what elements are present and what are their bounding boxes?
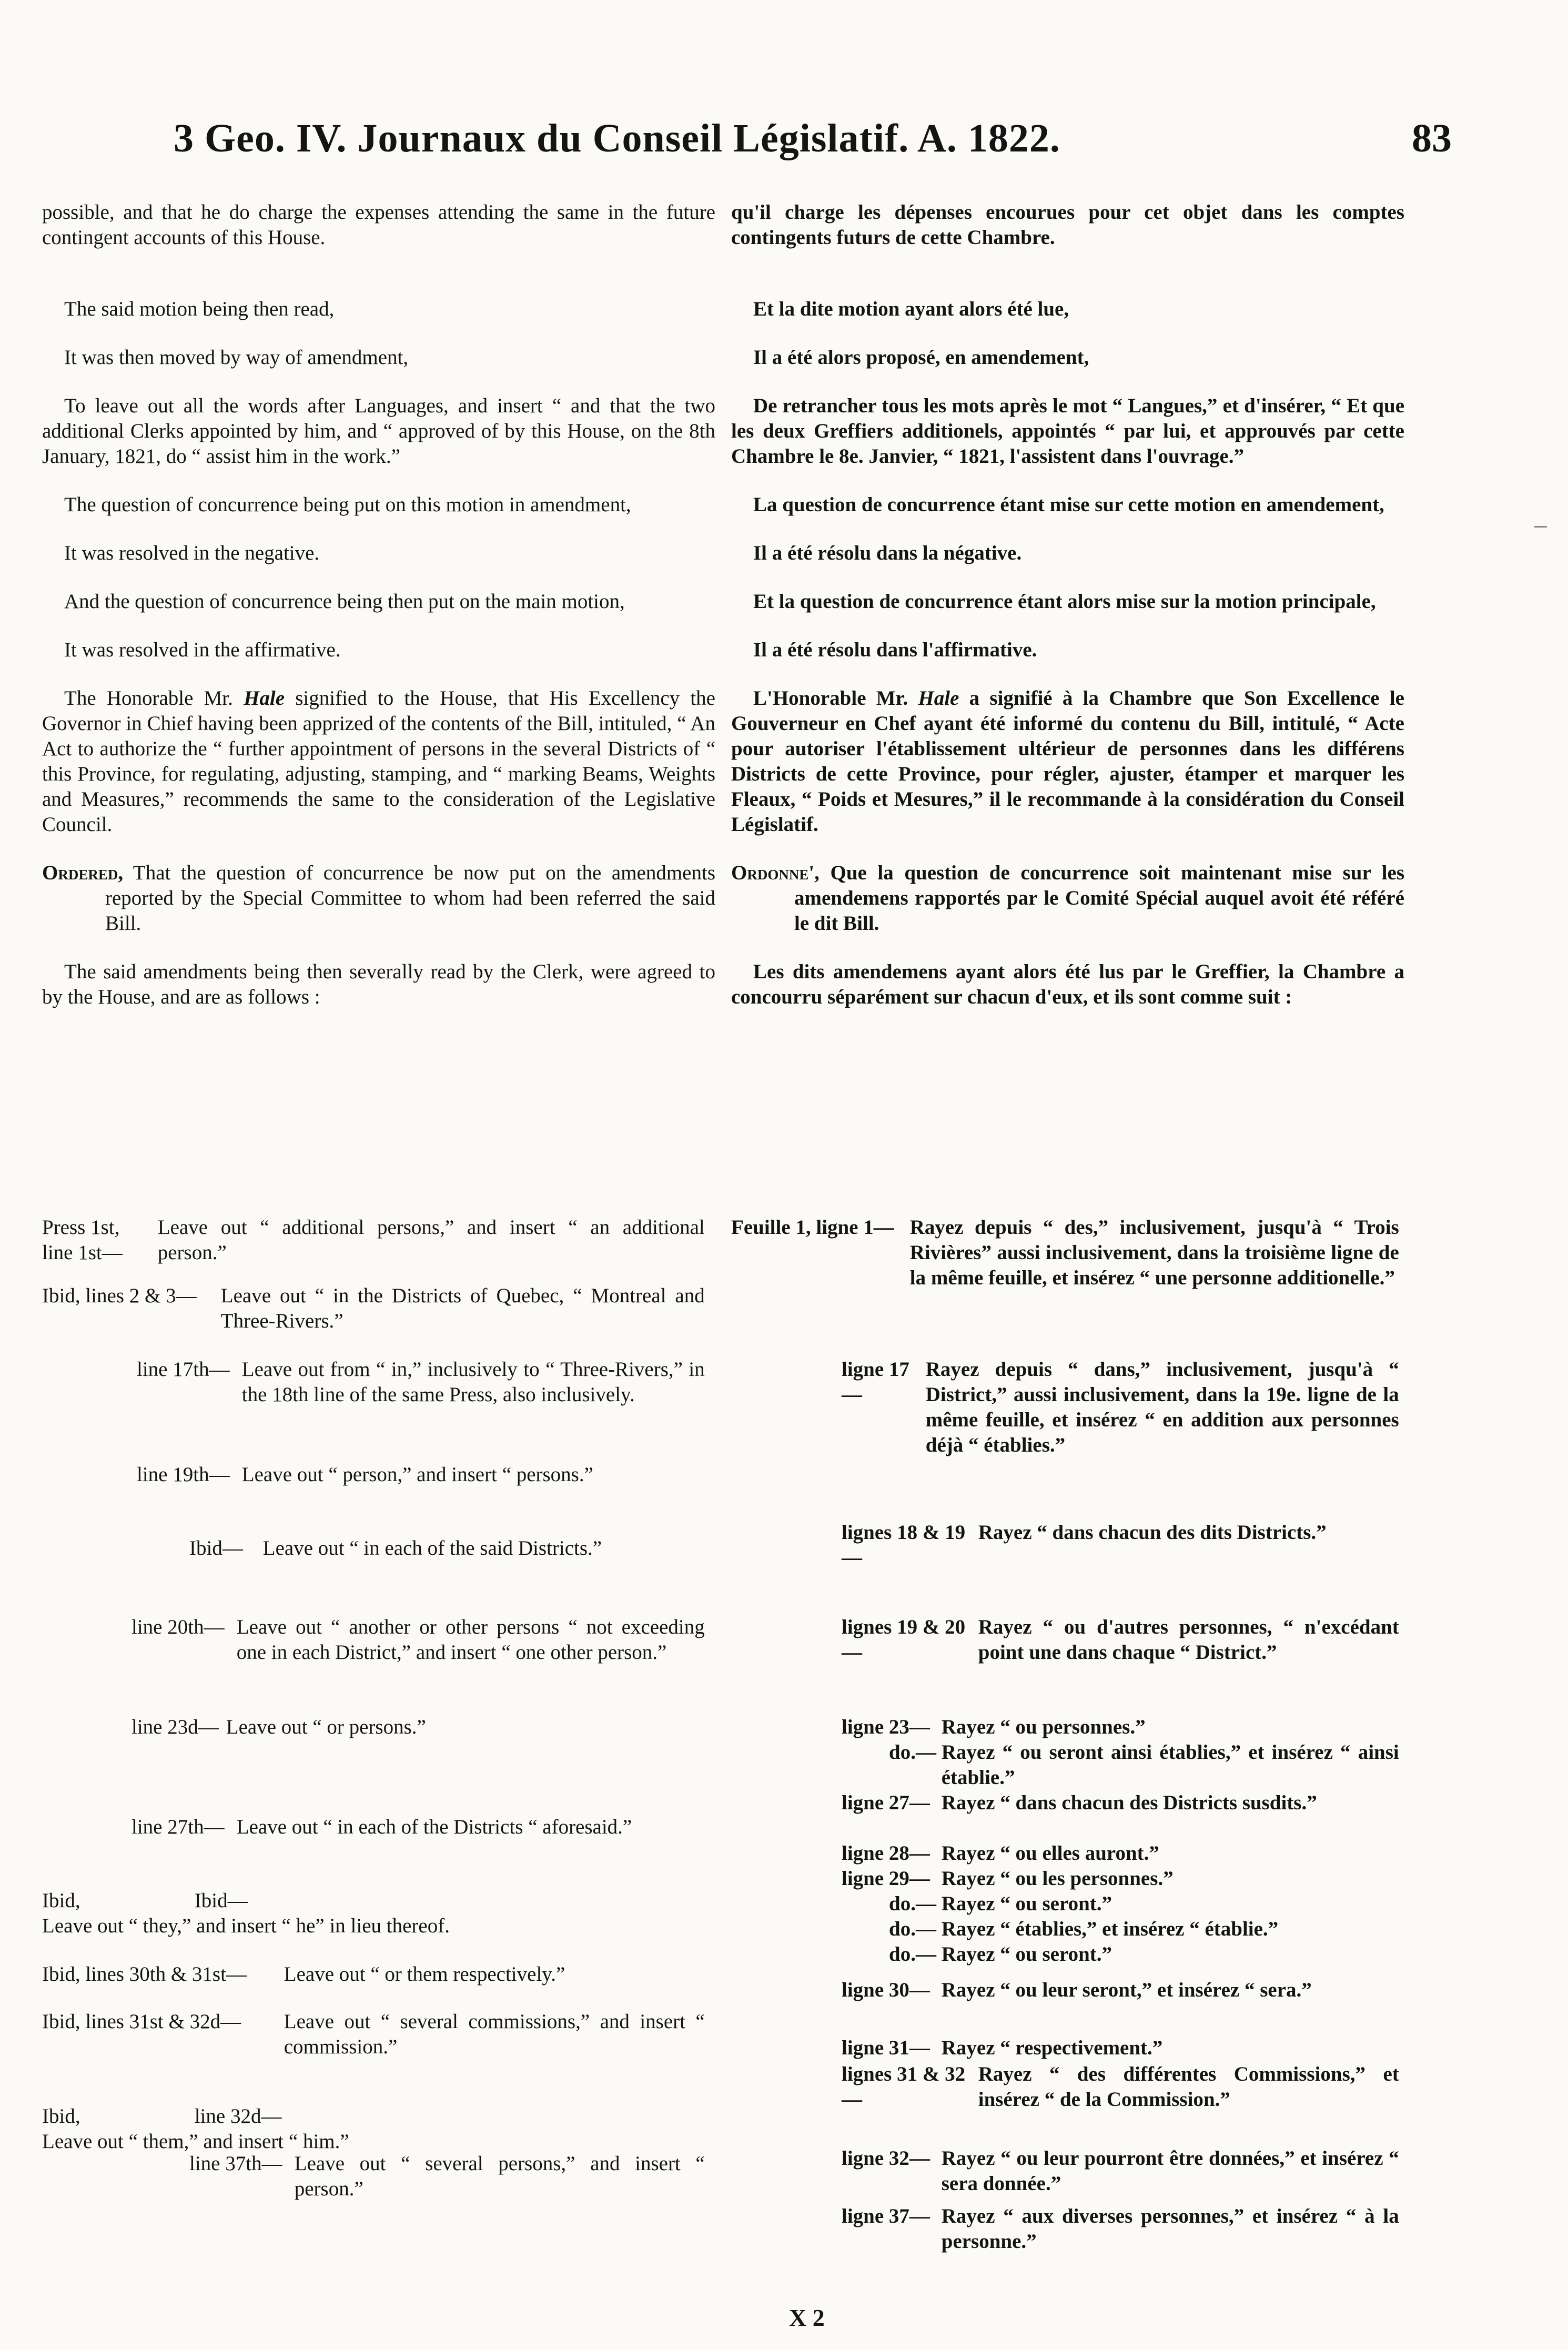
en-paragraph-3: To leave out all the words after Languages, and insert “ and that the two additional Clerks appointed by him, and “ approved of by this House, on the 8th January, 1821, do “ assist him in the work.” xyxy=(42,394,715,468)
en-p8-a: The Honorable Mr. xyxy=(64,687,244,710)
amendment-fr-ref: ligne 29— xyxy=(842,1867,930,1890)
amendment-fr-row xyxy=(889,1891,1399,1917)
amendment-fr-row xyxy=(842,2204,1399,2254)
amendment-en-row xyxy=(137,1462,705,1487)
page-title: 3 Geo. IV. Journaux du Conseil Législatif. A. 1822. xyxy=(174,116,1060,160)
amendment-fr-text: Rayez “ des différentes Commissions,” et insérez “ de la Commission.” xyxy=(978,2063,1399,2111)
fr-paragraph-5: Il a été résolu dans la négative. xyxy=(753,542,1022,564)
amendment-en-row xyxy=(189,2151,705,2202)
en-lead-paragraph: possible, and that he do charge the expenses attending the same in the future contingent accounts of this House. xyxy=(42,201,715,249)
amendment-en-subref: Ibid— xyxy=(194,1889,248,1912)
amendment-en-ref: Ibid— xyxy=(189,1537,243,1559)
amendment-fr-ref: ligne 27— xyxy=(842,1791,930,1814)
amendment-fr-ref: ligne 37— xyxy=(842,2205,930,2227)
amendment-en-text: Leave out “ additional persons,” and insert “ an additional person.” xyxy=(157,1216,705,1264)
amendment-en-row xyxy=(189,1536,705,1561)
amendment-fr-ref: ligne 17— xyxy=(842,1358,909,1406)
amendment-en-text: Leave out “ in each of the Districts “ aforesaid.” xyxy=(236,1816,632,1838)
amendment-en-row xyxy=(42,1888,705,1939)
en-p8-name: Hale xyxy=(244,687,285,710)
amendment-fr-text: Rayez “ dans chacun des dits Districts.” xyxy=(978,1521,1327,1544)
fr-ordonne-label: Ordonne', xyxy=(731,862,820,884)
amendment-en-row xyxy=(131,1615,705,1665)
amendment-en-ref: Ibid, lines 30th & 31st— xyxy=(42,1963,247,1986)
amendment-en-ref: Press 1st, line 1st— xyxy=(42,1216,123,1264)
amendment-fr-ref: do.— xyxy=(889,1892,936,1915)
fr-paragraph-4: La question de concurrence étant mise sur cette motion en amendement, xyxy=(753,493,1384,516)
amendment-en-ref: line 20th— xyxy=(131,1616,225,1638)
amendment-fr-ref: lignes 31 & 32— xyxy=(842,2063,966,2111)
amendment-fr-text: Rayez “ ou seront.” xyxy=(941,1892,1112,1915)
amendment-fr-text: Rayez “ aux diverses personnes,” et insérez “ à la personne.” xyxy=(941,2205,1399,2253)
amendment-fr-row xyxy=(842,1866,1399,1891)
french-column xyxy=(731,200,1404,1033)
amendment-fr-ref: do.— xyxy=(889,1943,936,1966)
en-paragraph-4: The question of concurrence being put on this motion in amendment, xyxy=(64,493,631,516)
fr-p8-name: Hale xyxy=(918,687,959,710)
amendment-en-ref: line 37th— xyxy=(189,2152,282,2175)
amendment-fr-ref: ligne 32— xyxy=(842,2147,930,2170)
amendment-fr-ref: ligne 23— xyxy=(842,1716,930,1738)
amendment-en-text: Leave out “ or persons.” xyxy=(226,1716,426,1738)
amendment-fr-text: Rayez “ établies,” et insérez “ établie.” xyxy=(941,1918,1279,1940)
amendment-fr-text: Rayez “ ou elles auront.” xyxy=(941,1842,1159,1865)
amendment-fr-row xyxy=(842,2035,1399,2061)
amendment-fr-ref: do.— xyxy=(889,1741,936,1764)
amendment-fr-row xyxy=(889,1942,1399,1967)
amendment-fr-row xyxy=(842,1357,1399,1458)
amendment-en-row xyxy=(131,1715,705,1740)
amendment-en-text: Leave out “ in each of the said Districts.” xyxy=(262,1537,602,1559)
amendment-en-text: Leave out “ another or other persons “ not exceeding one in each District,” and insert “ one other person.” xyxy=(236,1616,705,1664)
amendment-fr-text: Rayez depuis “ dans,” inclusivement, jusqu'à “ District,” aussi inclusivement, dans la 19e. ligne de la même feuille, et insérez “ en addition aux personnes déjà “ établies.” xyxy=(925,1358,1399,1456)
en-ordered-text: That the question of concurrence be now put on the amendments reported by the Special Committee to whom had been referred the said Bill. xyxy=(105,862,715,935)
fr-paragraph-7: Il a été résolu dans l'affirmative. xyxy=(753,639,1037,661)
amendment-en-row xyxy=(42,2009,705,2060)
en-ordered-label: Ordered, xyxy=(42,862,124,884)
amendment-fr-row xyxy=(889,1740,1399,1790)
amendment-fr-row xyxy=(842,1520,1399,1571)
fr-paragraph-3: De retrancher tous les mots après le mot “ Langues,” et d'insérer, “ Et que les deux Greffiers additionels, appointés “ par lui, et approuvés par cette Chambre le 8e. Janvier, “ 1821, l'assistent dans l'ouvrage.” xyxy=(731,394,1404,468)
amendment-fr-row xyxy=(842,2146,1399,2196)
fr-p8-a: L'Honorable Mr. xyxy=(753,687,918,710)
fr-paragraph-2: Il a été alors proposé, en amendement, xyxy=(753,346,1089,369)
en-paragraph-6: And the question of concurrence being then put on the main motion, xyxy=(64,590,625,613)
fr-paragraph-8 xyxy=(731,686,1404,837)
fr-lead-paragraph: qu'il charge les dépenses encourues pour cet objet dans les comptes contingents futurs de cette Chambre. xyxy=(731,201,1404,249)
amendment-fr-text: Rayez “ ou d'autres personnes, “ n'excédant point une dans chaque “ District.” xyxy=(978,1616,1399,1664)
amendment-fr-ref: do.— xyxy=(889,1918,936,1940)
amendment-fr-ref: ligne 31— xyxy=(842,2037,930,2059)
amendment-en-ref: Ibid, xyxy=(42,2105,80,2128)
amendment-en-row xyxy=(42,1215,705,1265)
page-number: 83 xyxy=(1412,116,1452,160)
en-paragraph-5: It was resolved in the negative. xyxy=(64,542,320,564)
amendment-en-ref: line 19th— xyxy=(137,1463,230,1486)
fr-ordonne-text: Que la question de concurrence soit maintenant mise sur les amendemens rapportés par le Comité Spécial auquel avoit été référé le dit Bill. xyxy=(794,862,1404,935)
amendment-fr-ref: lignes 19 & 20— xyxy=(842,1616,966,1664)
en-paragraph-9: The said amendments being then severally read by the Clerk, were agreed to by the House, and are as follows : xyxy=(42,960,715,1008)
amendment-en-ref: line 23d— xyxy=(131,1716,219,1738)
amendment-fr-row xyxy=(842,1615,1399,1665)
amendment-en-text: Leave out “ them,” and insert “ him.” xyxy=(42,2130,349,2153)
margin-mark xyxy=(1534,526,1547,528)
amendment-en-row xyxy=(131,1815,705,1840)
amendment-en-row xyxy=(137,1357,705,1407)
page-header xyxy=(42,105,1462,174)
en-p8-b: signified to the House, that His Excellency the Governor in Chief having been apprized of the contents of the Bill, intituled, “ An Act to authorize the “ further appointment of persons in the several Districts of “ this Province, for regulating, adjusting, stamping, and “ marking Beams, Weights and Measures,” recommends the same to the consideration of the Legislative Council. xyxy=(42,687,715,836)
amendment-fr-text: Rayez “ ou personnes.” xyxy=(941,1716,1146,1738)
amendment-fr-ref: ligne 30— xyxy=(842,1979,930,2001)
amendment-fr-text: Rayez “ respectivement.” xyxy=(941,2037,1163,2059)
amendment-fr-text: Rayez “ ou leur seront,” et insérez “ sera.” xyxy=(941,1979,1312,2001)
fr-paragraph-6: Et la question de concurrence étant alors mise sur la motion principale, xyxy=(753,590,1376,613)
amendment-en-ref: line 17th— xyxy=(137,1358,230,1381)
en-paragraph-7: It was resolved in the affirmative. xyxy=(64,639,341,661)
amendment-fr-ref: ligne 28— xyxy=(842,1842,930,1865)
amendment-fr-row xyxy=(842,2062,1399,2112)
amendment-en-ref: Ibid, lines 2 & 3— xyxy=(42,1284,197,1307)
fr-paragraph-1: Et la dite motion ayant alors été lue, xyxy=(753,298,1069,320)
amendment-en-subref: line 32d— xyxy=(194,2105,282,2128)
amendment-en-text: Leave out from “ in,” inclusively to “ Three-Rivers,” in the 18th line of the same Press, also inclusively. xyxy=(241,1358,705,1406)
amendment-en-ref: Ibid, lines 31st & 32d— xyxy=(42,2010,241,2033)
amendment-en-text: Leave out “ they,” and insert “ he” in lieu thereof. xyxy=(42,1915,450,1937)
english-column xyxy=(42,200,715,1033)
amendment-en-row xyxy=(42,1962,705,1987)
amendment-en-text: Leave out “ or them respectively.” xyxy=(284,1963,565,1986)
amendment-en-ref: line 27th— xyxy=(131,1816,225,1838)
en-paragraph-8 xyxy=(42,686,715,837)
signature-mark: X 2 xyxy=(789,2304,825,2331)
fr-p8-b: a signifié à la Chambre que Son Excellence le Gouverneur en Chef ayant été informé du contenu du Bill, intitulé, “ Acte pour autoriser l'établissement ultérieur de personnes dans les différens Districts de cette Province, pour régler, ajuster, étamper et marquer les Fleaux, “ Poids et Mesures,” il le recommande à la considération du Conseil Législatif. xyxy=(731,687,1404,836)
amendment-fr-row xyxy=(842,1790,1399,1816)
en-ordered-paragraph xyxy=(42,860,715,936)
amendment-en-ref: Ibid, xyxy=(42,1889,80,1912)
en-paragraph-2: It was then moved by way of amendment, xyxy=(64,346,409,369)
amendment-fr-text: Rayez depuis “ des,” inclusivement, jusqu'à “ Trois Rivières” aussi inclusivement, dans la troisième ligne de la même feuille, et insérez “ une personne additionelle.” xyxy=(909,1216,1399,1289)
amendment-fr-ref: lignes 18 & 19— xyxy=(842,1521,966,1569)
amendment-fr-row xyxy=(842,1978,1399,2003)
amendment-en-text: Leave out “ in the Districts of Quebec, “ Montreal and Three-Rivers.” xyxy=(220,1284,705,1332)
amendment-en-text: Leave out “ person,” and insert “ persons.” xyxy=(241,1463,593,1486)
amendment-fr-text: Rayez “ ou leur pourront être données,” et insérez “ sera donnée.” xyxy=(941,2147,1399,2195)
amendment-fr-text: Rayez “ dans chacun des Districts susdits.” xyxy=(941,1791,1317,1814)
amendment-en-text: Leave out “ several commissions,” and insert “ commission.” xyxy=(284,2010,705,2058)
amendment-fr-ref: Feuille 1, ligne 1— xyxy=(731,1216,894,1239)
fr-ordonne-paragraph xyxy=(731,860,1404,936)
amendment-fr-text: Rayez “ ou les personnes.” xyxy=(941,1867,1174,1890)
amendment-fr-row xyxy=(842,1715,1399,1740)
amendment-en-row xyxy=(42,2104,705,2154)
amendment-en-text: Leave out “ several persons,” and insert “ person.” xyxy=(294,2152,705,2200)
amendment-fr-row xyxy=(731,1215,1399,1291)
amendment-fr-row xyxy=(842,1841,1399,1866)
amendment-fr-text: Rayez “ ou seront.” xyxy=(941,1943,1112,1966)
amendment-fr-row xyxy=(889,1917,1399,1942)
amendment-fr-text: Rayez “ ou seront ainsi établies,” et insérez “ ainsi établie.” xyxy=(941,1741,1399,1789)
amendment-en-row xyxy=(42,1283,705,1334)
fr-paragraph-9: Les dits amendemens ayant alors été lus par le Greffier, la Chambre a concourru séparément sur chacun d'eux, et ils sont comme suit : xyxy=(731,960,1404,1008)
en-paragraph-1: The said motion being then read, xyxy=(64,298,335,320)
